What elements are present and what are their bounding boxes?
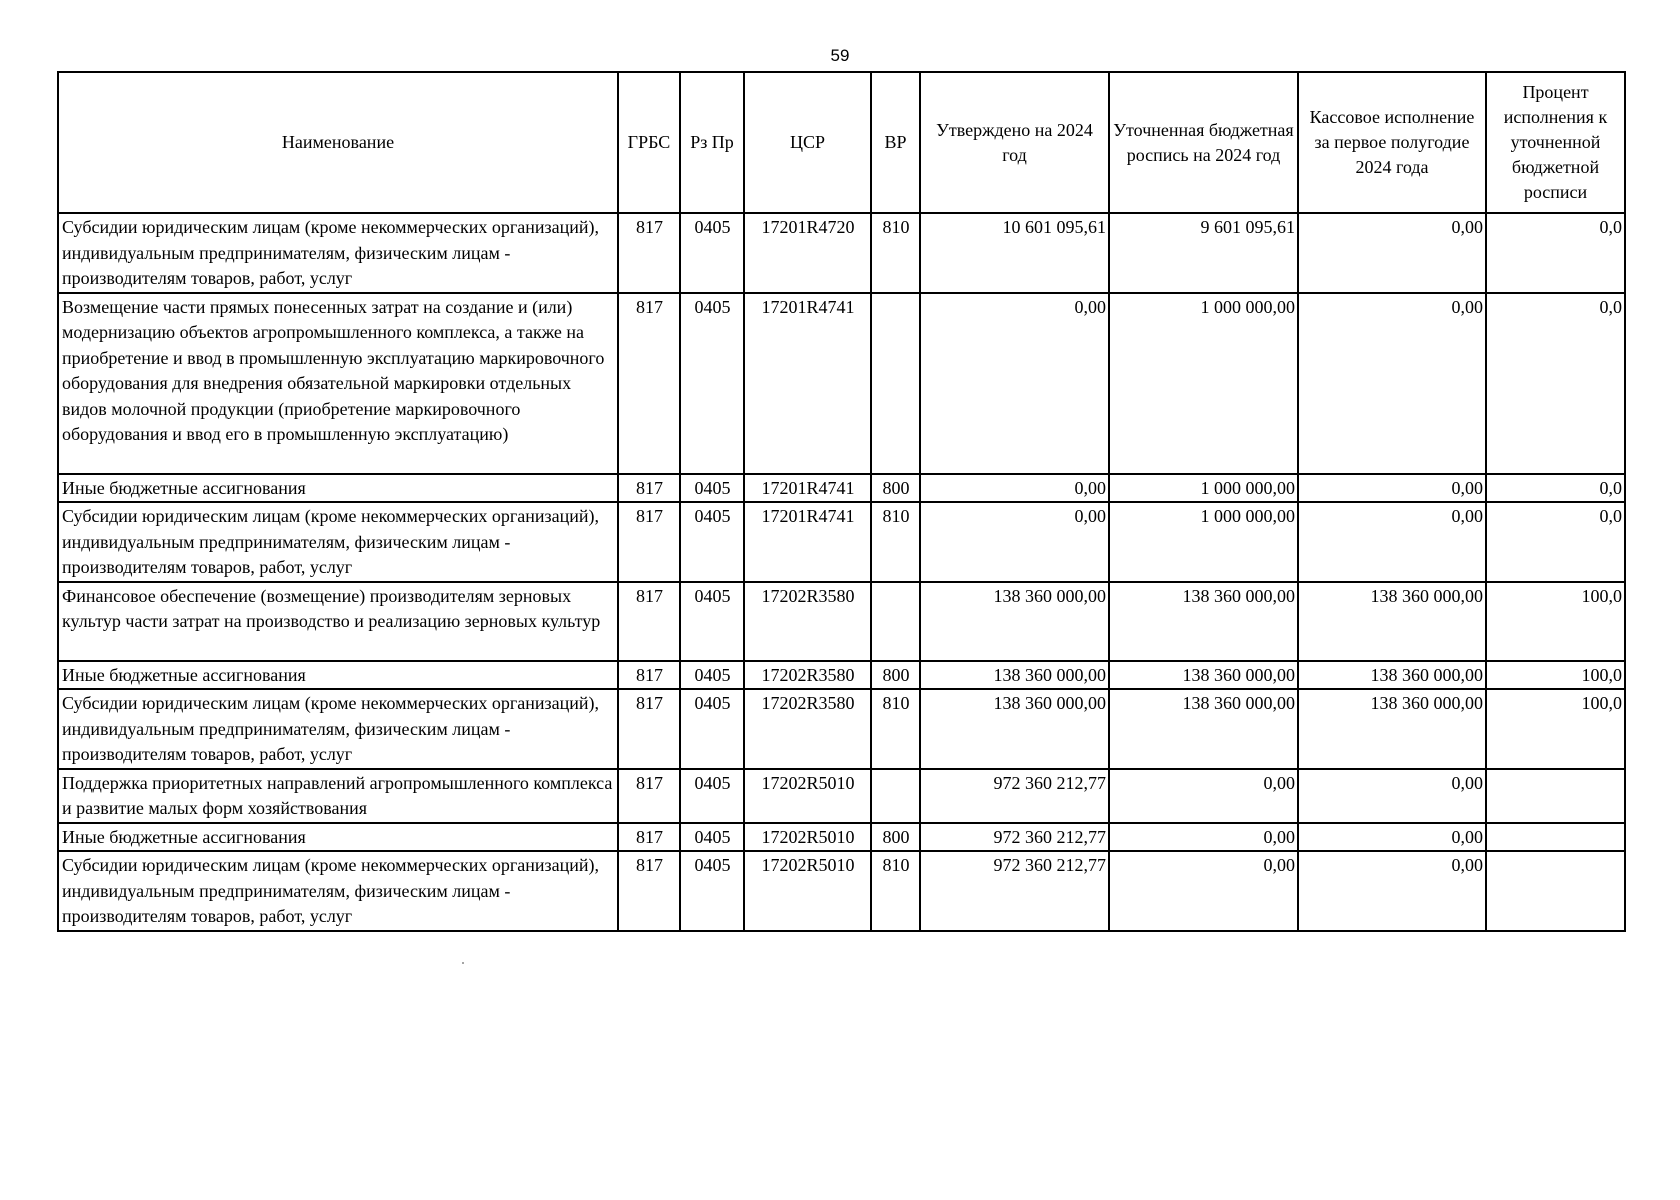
table-row	[58, 213, 1625, 293]
scan-speck	[462, 962, 464, 964]
cell-name: Иные бюджетные ассигнования	[58, 823, 618, 852]
cell-name: Субсидии юридическим лицам (кроме некоммерческих организаций), индивидуальным предпринимателям, физическим лицам - производителям товаров, работ, услуг	[58, 851, 618, 931]
header-approved: Утверждено на 2024 год	[920, 72, 1109, 213]
cell-percent: 100,0	[1486, 661, 1625, 690]
cell-rzpr: 0405	[680, 823, 744, 852]
cell-grbs: 817	[618, 502, 680, 582]
cell-rzpr: 0405	[680, 851, 744, 931]
cell-refined: 9 601 095,61	[1109, 213, 1298, 293]
table-row	[58, 502, 1625, 582]
cell-grbs: 817	[618, 689, 680, 769]
cell-cash: 0,00	[1298, 851, 1486, 931]
cell-percent: 100,0	[1486, 689, 1625, 769]
cell-refined: 0,00	[1109, 851, 1298, 931]
header-refined: Уточненная бюджетная роспись на 2024 год	[1109, 72, 1298, 213]
header-vr: ВР	[871, 72, 920, 213]
cell-grbs: 817	[618, 582, 680, 661]
cell-cash: 138 360 000,00	[1298, 689, 1486, 769]
table-row	[58, 769, 1625, 823]
cell-name: Субсидии юридическим лицам (кроме некоммерческих организаций), индивидуальным предпринимателям, физическим лицам - производителям товаров, работ, услуг	[58, 502, 618, 582]
cell-vr: 800	[871, 661, 920, 690]
cell-csr: 17202R3580	[744, 689, 871, 769]
cell-name: Финансовое обеспечение (возмещение) производителям зерновых культур части затрат на производство и реализацию зерновых культур	[58, 582, 618, 661]
cell-cash: 0,00	[1298, 769, 1486, 823]
cell-vr: 810	[871, 689, 920, 769]
table-row	[58, 851, 1625, 931]
cell-rzpr: 0405	[680, 689, 744, 769]
header-percent: Процент исполнения к уточненной бюджетной росписи	[1486, 72, 1625, 213]
cell-percent: 0,0	[1486, 502, 1625, 582]
cell-vr	[871, 769, 920, 823]
cell-approved: 972 360 212,77	[920, 851, 1109, 931]
cell-percent: 0,0	[1486, 293, 1625, 474]
cell-cash: 138 360 000,00	[1298, 582, 1486, 661]
cell-vr: 800	[871, 474, 920, 503]
cell-csr: 17201R4741	[744, 474, 871, 503]
cell-approved: 0,00	[920, 293, 1109, 474]
cell-csr: 17201R4720	[744, 213, 871, 293]
cell-csr: 17201R4741	[744, 502, 871, 582]
cell-vr	[871, 582, 920, 661]
table-row	[58, 689, 1625, 769]
cell-csr: 17202R3580	[744, 661, 871, 690]
cell-name: Субсидии юридическим лицам (кроме некоммерческих организаций), индивидуальным предпринимателям, физическим лицам - производителям товаров, работ, услуг	[58, 689, 618, 769]
cell-csr: 17202R5010	[744, 769, 871, 823]
cell-vr: 810	[871, 502, 920, 582]
cell-name: Иные бюджетные ассигнования	[58, 661, 618, 690]
header-rzpr: Рз Пр	[680, 72, 744, 213]
cell-cash: 0,00	[1298, 474, 1486, 503]
table-row	[58, 823, 1625, 852]
cell-name: Субсидии юридическим лицам (кроме некоммерческих организаций), индивидуальным предпринимателям, физическим лицам - производителям товаров, работ, услуг	[58, 213, 618, 293]
cell-csr: 17201R4741	[744, 293, 871, 474]
header-grbs: ГРБС	[618, 72, 680, 213]
cell-approved: 0,00	[920, 474, 1109, 503]
cell-refined: 138 360 000,00	[1109, 582, 1298, 661]
cell-csr: 17202R5010	[744, 851, 871, 931]
cell-cash: 0,00	[1298, 213, 1486, 293]
table-row	[58, 661, 1625, 690]
cell-refined: 138 360 000,00	[1109, 689, 1298, 769]
cell-grbs: 817	[618, 769, 680, 823]
cell-approved: 138 360 000,00	[920, 689, 1109, 769]
table-row	[58, 474, 1625, 503]
cell-grbs: 817	[618, 293, 680, 474]
cell-vr	[871, 293, 920, 474]
cell-percent	[1486, 823, 1625, 852]
cell-approved: 138 360 000,00	[920, 661, 1109, 690]
page-number: 59	[830, 46, 850, 65]
cell-vr: 810	[871, 213, 920, 293]
cell-rzpr: 0405	[680, 474, 744, 503]
cell-grbs: 817	[618, 823, 680, 852]
cell-approved: 0,00	[920, 502, 1109, 582]
cell-approved: 972 360 212,77	[920, 769, 1109, 823]
cell-refined: 138 360 000,00	[1109, 661, 1298, 690]
table-row	[58, 293, 1625, 474]
cell-grbs: 817	[618, 851, 680, 931]
cell-vr: 810	[871, 851, 920, 931]
cell-refined: 0,00	[1109, 823, 1298, 852]
cell-refined: 1 000 000,00	[1109, 474, 1298, 503]
budget-table	[57, 71, 1626, 932]
cell-cash: 0,00	[1298, 823, 1486, 852]
cell-rzpr: 0405	[680, 769, 744, 823]
cell-name: Поддержка приоритетных направлений агропромышленного комплекса и развитие малых форм хозяйствования	[58, 769, 618, 823]
cell-rzpr: 0405	[680, 582, 744, 661]
cell-grbs: 817	[618, 661, 680, 690]
cell-grbs: 817	[618, 474, 680, 503]
cell-grbs: 817	[618, 213, 680, 293]
header-cash: Кассовое исполнение за первое полугодие 2024 года	[1298, 72, 1486, 213]
cell-percent	[1486, 769, 1625, 823]
cell-percent: 0,0	[1486, 213, 1625, 293]
header-name: Наименование	[58, 72, 618, 213]
cell-csr: 17202R5010	[744, 823, 871, 852]
header-row	[58, 72, 1625, 213]
cell-percent: 0,0	[1486, 474, 1625, 503]
cell-approved: 10 601 095,61	[920, 213, 1109, 293]
cell-refined: 0,00	[1109, 769, 1298, 823]
cell-cash: 138 360 000,00	[1298, 661, 1486, 690]
cell-name: Иные бюджетные ассигнования	[58, 474, 618, 503]
cell-cash: 0,00	[1298, 293, 1486, 474]
cell-vr: 800	[871, 823, 920, 852]
cell-cash: 0,00	[1298, 502, 1486, 582]
cell-refined: 1 000 000,00	[1109, 502, 1298, 582]
cell-rzpr: 0405	[680, 502, 744, 582]
cell-percent: 100,0	[1486, 582, 1625, 661]
cell-rzpr: 0405	[680, 293, 744, 474]
cell-csr: 17202R3580	[744, 582, 871, 661]
cell-rzpr: 0405	[680, 213, 744, 293]
table-row	[58, 582, 1625, 661]
cell-refined: 1 000 000,00	[1109, 293, 1298, 474]
cell-name: Возмещение части прямых понесенных затрат на создание и (или) модернизацию объектов агропромышленного комплекса, а также на приобретение и ввод в промышленную эксплуатацию маркировочного оборудования для внедрения обязательной маркировки отдельных видов молочной продукции (приобретение маркировочного оборудования и ввод его в промышленную эксплуатацию)	[58, 293, 618, 474]
header-csr: ЦСР	[744, 72, 871, 213]
cell-approved: 972 360 212,77	[920, 823, 1109, 852]
cell-percent	[1486, 851, 1625, 931]
cell-rzpr: 0405	[680, 661, 744, 690]
cell-approved: 138 360 000,00	[920, 582, 1109, 661]
